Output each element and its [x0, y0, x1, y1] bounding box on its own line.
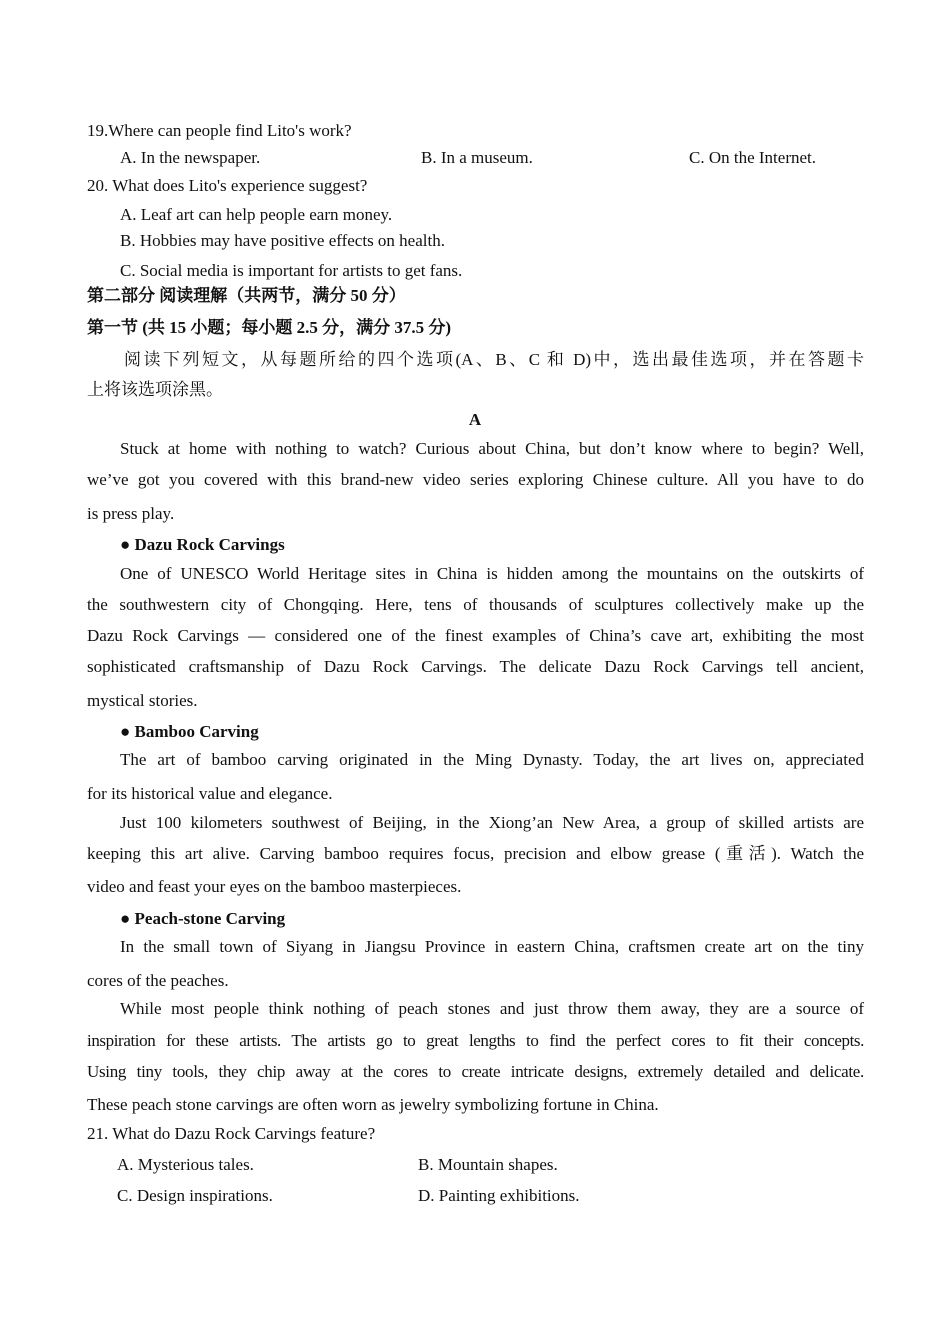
peach-line-3: While most people think nothing of peach stones and just throw them away, they are a source of	[120, 999, 864, 1018]
section-title-dazu: ● Dazu Rock Carvings	[120, 535, 285, 554]
instruction-line-2: 上将该选项涂黑。	[87, 380, 223, 399]
passage-label: A	[468, 410, 482, 429]
intro-line-1: Stuck at home with nothing to watch? Curious about China, but don’t know where to begin? Well,	[120, 439, 864, 458]
part2-heading: 第二部分 阅读理解（共两节，满分 50 分）	[87, 286, 406, 305]
q19-option-b: B. In a museum.	[421, 148, 533, 167]
intro-line-2: we’ve got you covered with this brand-new video series exploring Chinese culture. All you have to do	[87, 470, 864, 489]
q21-option-d: D. Painting exhibitions.	[418, 1186, 580, 1205]
peach-line-5: Using tiny tools, they chip away at the cores to create intricate designs, extremely detailed and delicate.	[87, 1062, 864, 1081]
bamboo-line-4: keeping this art alive. Carving bamboo requires focus, precision and elbow grease (重活). Watch the	[87, 844, 864, 863]
section-title-bamboo: ● Bamboo Carving	[120, 722, 259, 741]
dazu-line-4: sophisticated craftsmanship of Dazu Rock Carvings. The delicate Dazu Rock Carvings tell ancient,	[87, 657, 864, 676]
dazu-line-5: mystical stories.	[87, 691, 198, 710]
q20-option-a: A. Leaf art can help people earn money.	[120, 205, 393, 224]
instruction-line-1: 阅读下列短文，从每题所给的四个选项(A、B、C 和 D)中，选出最佳选项，并在答题卡	[124, 350, 864, 369]
intro-line-3: is press play.	[87, 504, 175, 523]
q20-option-c: C. Social media is important for artists to get fans.	[120, 261, 463, 280]
q19-option-c: C. On the Internet.	[689, 148, 816, 167]
q21-option-b: B. Mountain shapes.	[418, 1155, 558, 1174]
peach-line-6: These peach stone carvings are often worn as jewelry symbolizing fortune in China.	[87, 1095, 659, 1114]
peach-line-4: inspiration for these artists. The artists go to great lengths to find the perfect cores to fit their concepts.	[87, 1031, 864, 1050]
dazu-line-1: One of UNESCO World Heritage sites in China is hidden among the mountains on the outskirts of	[120, 564, 864, 583]
bamboo-line-1: The art of bamboo carving originated in the Ming Dynasty. Today, the art lives on, appreciated	[120, 750, 864, 769]
q21-option-c: C. Design inspirations.	[117, 1186, 273, 1205]
q21-option-a: A. Mysterious tales.	[117, 1155, 254, 1174]
dazu-line-2: the southwestern city of Chongqing. Here, tens of thousands of sculptures collectively make up the	[87, 595, 864, 614]
section-title-peach: ● Peach-stone Carving	[120, 909, 286, 928]
section1-heading: 第一节 (共 15 小题；每小题 2.5 分，满分 37.5 分)	[87, 318, 452, 337]
question-20: 20. What does Lito's experience suggest?	[87, 176, 368, 195]
peach-line-2: cores of the peaches.	[87, 971, 229, 990]
question-21: 21. What do Dazu Rock Carvings feature?	[87, 1124, 376, 1143]
peach-line-1: In the small town of Siyang in Jiangsu Province in eastern China, craftsmen create art on the tiny	[120, 937, 864, 956]
q19-option-a: A. In the newspaper.	[120, 148, 261, 167]
question-19: 19.Where can people find Lito's work?	[87, 121, 352, 140]
dazu-line-3: Dazu Rock Carvings — considered one of the finest examples of China’s cave art, exhibiting the most	[87, 626, 864, 645]
q20-option-b: B. Hobbies may have positive effects on health.	[120, 231, 445, 250]
bamboo-line-2: for its historical value and elegance.	[87, 784, 333, 803]
bamboo-line-5: video and feast your eyes on the bamboo masterpieces.	[87, 877, 462, 896]
bamboo-line-3: Just 100 kilometers southwest of Beijing, in the Xiong’an New Area, a group of skilled artists are	[120, 813, 864, 832]
